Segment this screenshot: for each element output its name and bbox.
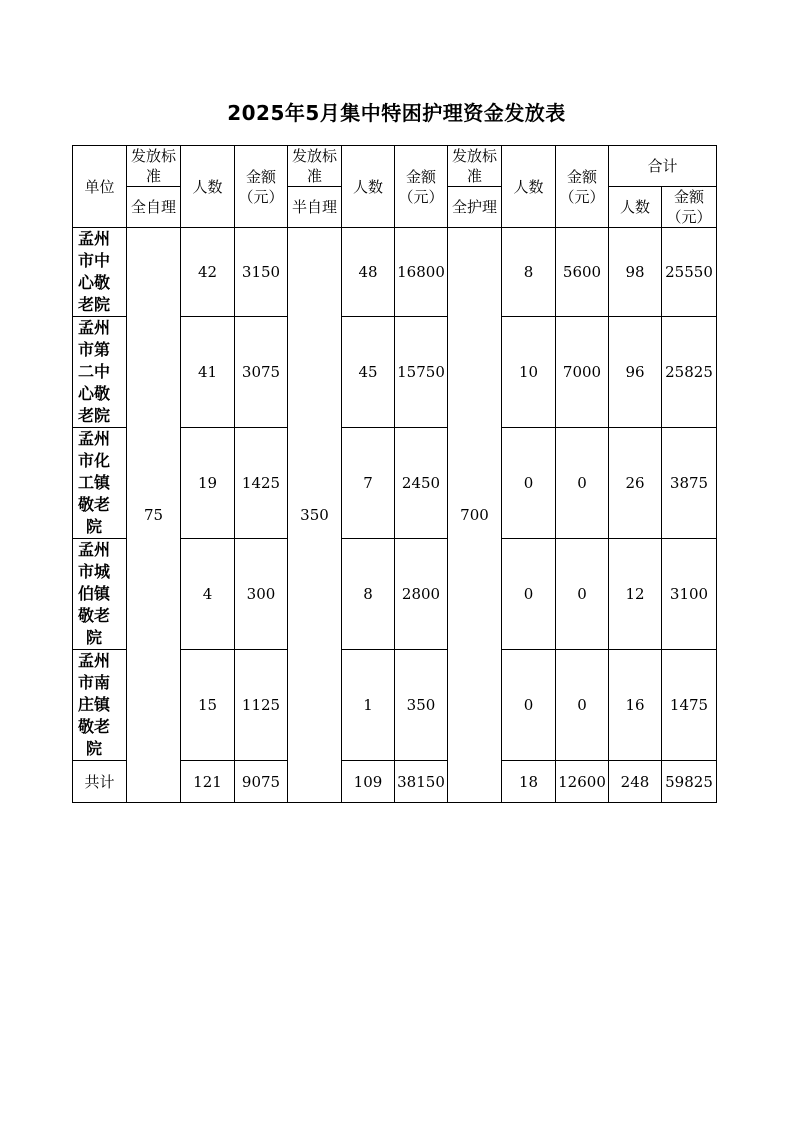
sum-count-semi-self-care: 109 xyxy=(342,761,395,803)
amount-full-care: 0 xyxy=(556,650,609,761)
header-amount-2-line2: （元） xyxy=(398,187,444,206)
header-count-2: 人数 xyxy=(342,146,395,228)
header-amount-3 xyxy=(556,146,609,228)
header-total-count: 人数 xyxy=(609,187,662,228)
count-semi-self-care: 8 xyxy=(342,539,395,650)
header-level-full-care: 全护理 xyxy=(448,187,502,228)
header-row-1 xyxy=(73,146,717,187)
header-total: 合计 xyxy=(609,146,717,187)
count-semi-self-care: 45 xyxy=(342,317,395,428)
count-full-self-care: 15 xyxy=(181,650,235,761)
header-total-amount-line1: 金额 xyxy=(674,188,705,206)
table-row xyxy=(73,228,717,317)
total-count: 16 xyxy=(609,650,662,761)
amount-semi-self-care: 15750 xyxy=(395,317,448,428)
count-full-self-care: 4 xyxy=(181,539,235,650)
sum-count-full-care: 18 xyxy=(502,761,556,803)
amount-semi-self-care: 350 xyxy=(395,650,448,761)
count-full-self-care: 42 xyxy=(181,228,235,317)
amount-full-self-care: 3075 xyxy=(235,317,288,428)
unit-name: 孟州市第二中心敬老院 xyxy=(77,318,110,425)
amount-full-self-care: 300 xyxy=(235,539,288,650)
header-amount-2 xyxy=(395,146,448,228)
total-count: 12 xyxy=(609,539,662,650)
total-count: 26 xyxy=(609,428,662,539)
sum-amount-semi-self-care: 38150 xyxy=(395,761,448,803)
amount-full-care: 7000 xyxy=(556,317,609,428)
unit-name-cell xyxy=(73,539,127,650)
count-full-care: 0 xyxy=(502,428,556,539)
count-semi-self-care: 48 xyxy=(342,228,395,317)
total-count: 98 xyxy=(609,228,662,317)
count-full-self-care: 19 xyxy=(181,428,235,539)
header-standard-3: 发放标准 xyxy=(448,146,502,187)
total-amount: 25825 xyxy=(662,317,717,428)
header-count-3: 人数 xyxy=(502,146,556,228)
header-count-1: 人数 xyxy=(181,146,235,228)
sum-amount-full-self-care: 9075 xyxy=(235,761,288,803)
amount-semi-self-care: 2450 xyxy=(395,428,448,539)
count-semi-self-care: 1 xyxy=(342,650,395,761)
header-amount-3-line1: 金额 xyxy=(566,167,597,186)
amount-semi-self-care: 2800 xyxy=(395,539,448,650)
amount-full-self-care: 1125 xyxy=(235,650,288,761)
header-total-amount-line2: （元） xyxy=(666,208,712,226)
header-amount-3-line2: （元） xyxy=(559,187,605,206)
count-semi-self-care: 7 xyxy=(342,428,395,539)
total-row-label: 共计 xyxy=(73,761,127,803)
unit-name: 孟州市南庄镇敬老院 xyxy=(77,651,110,758)
total-amount: 3875 xyxy=(662,428,717,539)
payment-table xyxy=(72,145,717,803)
unit-name-cell xyxy=(73,228,127,317)
amount-full-care: 0 xyxy=(556,428,609,539)
amount-full-care: 0 xyxy=(556,539,609,650)
amount-semi-self-care: 16800 xyxy=(395,228,448,317)
header-amount-1-line2: （元） xyxy=(238,187,284,206)
standard-semi-self-care: 350 xyxy=(288,228,342,803)
count-full-care: 10 xyxy=(502,317,556,428)
header-level-semi-self-care: 半自理 xyxy=(288,187,342,228)
header-amount-1 xyxy=(235,146,288,228)
sum-total-count: 248 xyxy=(609,761,662,803)
header-standard-2: 发放标准 xyxy=(288,146,342,187)
header-level-full-self-care: 全自理 xyxy=(127,187,181,228)
header-total-amount xyxy=(662,187,717,228)
header-amount-1-line1: 金额 xyxy=(245,167,276,186)
count-full-self-care: 41 xyxy=(181,317,235,428)
page-title: 2025年5月集中特困护理资金发放表 xyxy=(227,101,566,125)
unit-name-cell xyxy=(73,317,127,428)
total-count: 96 xyxy=(609,317,662,428)
unit-name-cell xyxy=(73,650,127,761)
total-amount: 3100 xyxy=(662,539,717,650)
total-amount: 25550 xyxy=(662,228,717,317)
header-unit: 单位 xyxy=(73,146,127,228)
standard-full-care: 700 xyxy=(448,228,502,803)
count-full-care: 0 xyxy=(502,650,556,761)
amount-full-self-care: 3150 xyxy=(235,228,288,317)
header-standard-1: 发放标准 xyxy=(127,146,181,187)
sum-amount-full-care: 12600 xyxy=(556,761,609,803)
sum-total-amount: 59825 xyxy=(662,761,717,803)
sum-count-full-self-care: 121 xyxy=(181,761,235,803)
unit-name: 孟州市城伯镇敬老院 xyxy=(77,540,110,647)
amount-full-care: 5600 xyxy=(556,228,609,317)
total-amount: 1475 xyxy=(662,650,717,761)
unit-name: 孟州市中心敬老院 xyxy=(77,229,110,314)
count-full-care: 8 xyxy=(502,228,556,317)
amount-full-self-care: 1425 xyxy=(235,428,288,539)
standard-full-self-care: 75 xyxy=(127,228,181,803)
unit-name-cell xyxy=(73,428,127,539)
header-amount-2-line1: 金额 xyxy=(405,167,436,186)
count-full-care: 0 xyxy=(502,539,556,650)
unit-name: 孟州市化工镇敬老院 xyxy=(77,429,110,536)
